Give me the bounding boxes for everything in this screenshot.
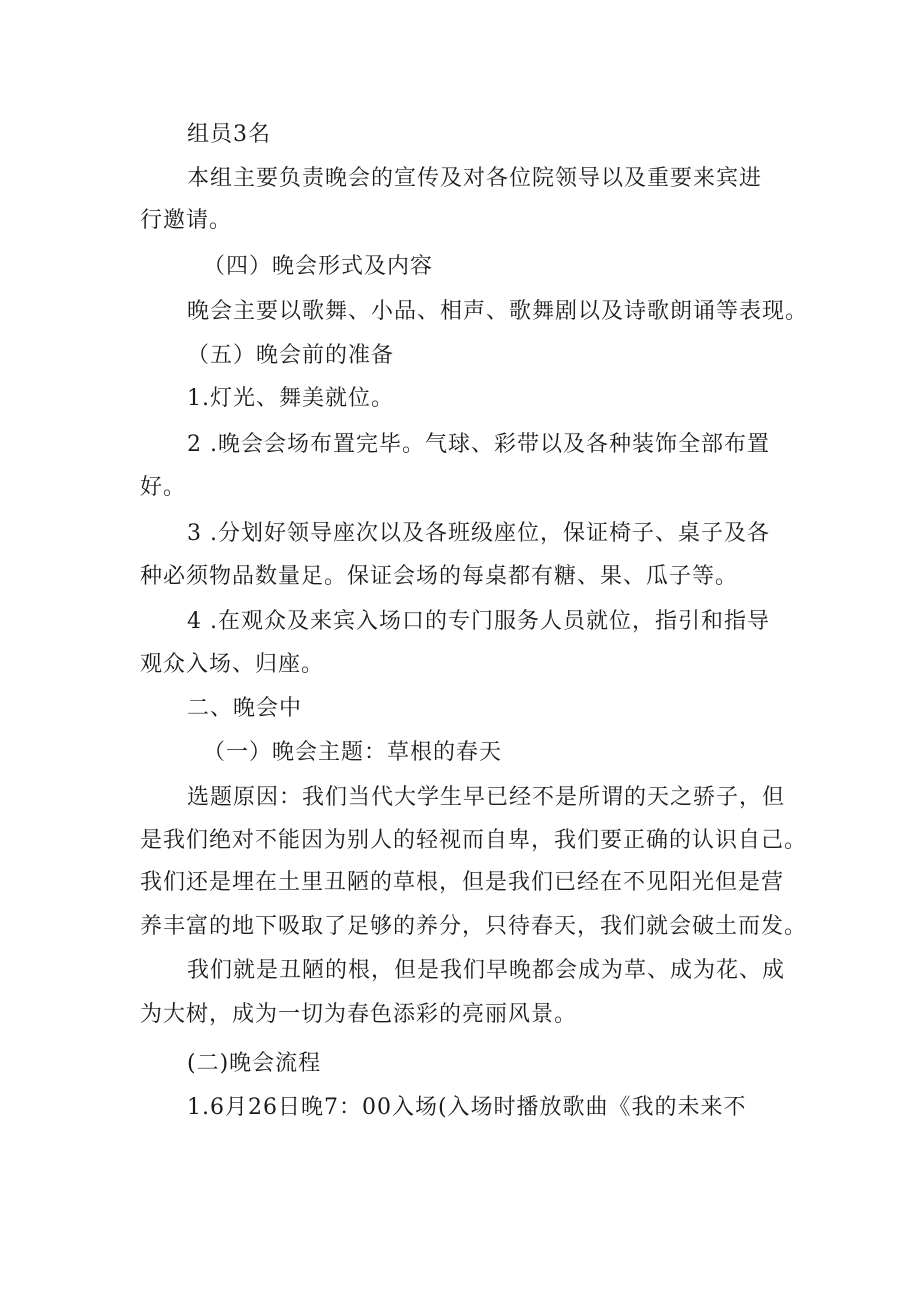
text-line: 我们就是丑陋的根，但是我们早晚都会成为草、成为花、成 [187,958,786,983]
text-line: 选题原因：我们当代大学生早已经不是所谓的天之骄子，但 [187,785,786,810]
text-line: 养丰富的地下吸取了足够的养分，只待春天，我们就会破土而发。 [140,914,808,939]
list-item: 3 .分划好领导座次以及各班级座位，保证椅子、桌子及各 [187,521,770,546]
text-line: 我们还是埋在土里丑陋的草根，但是我们已经在不见阳光但是营 [140,870,785,895]
section-heading: （四）晚会形式及内容 [203,254,434,279]
text-line: 观众入场、归座。 [140,652,325,677]
text-line: 种必须物品数量足。保证会场的每桌都有糖、果、瓜子等。 [140,564,739,589]
list-item: 1.灯光、舞美就位。 [187,386,394,411]
list-item: 4 .在观众及来宾入场口的专门服务人员就位，指引和指导 [187,609,770,634]
text-line: 本组主要负责晚会的宣传及对各位院领导以及重要来宾进 [187,166,763,191]
section-heading: (二)晚会流程 [187,1051,322,1076]
section-heading: （一）晚会主题：草根的春天 [203,740,503,765]
text-line: 晚会主要以歌舞、小品、相声、歌舞剧以及诗歌朗诵等表现。 [187,299,809,324]
text-line: 好。 [140,475,187,500]
section-heading: （五）晚会前的准备 [187,343,395,368]
list-item: 2 .晚会会场布置完毕。气球、彩带以及各种装饰全部布置 [187,432,770,457]
text-line: 为大树，成为一切为春色添彩的亮丽风景。 [140,1002,578,1027]
list-item: 1.6月26日晚7：00入场(入场时播放歌曲《我的未来不 [187,1095,747,1120]
text-line: 行邀请。 [140,208,233,233]
section-heading: 二、晚会中 [187,696,303,721]
text-line: 组员3名 [187,122,271,147]
text-line: 是我们绝对不能因为别人的轻视而自卑，我们要正确的认识自己。 [140,828,808,853]
